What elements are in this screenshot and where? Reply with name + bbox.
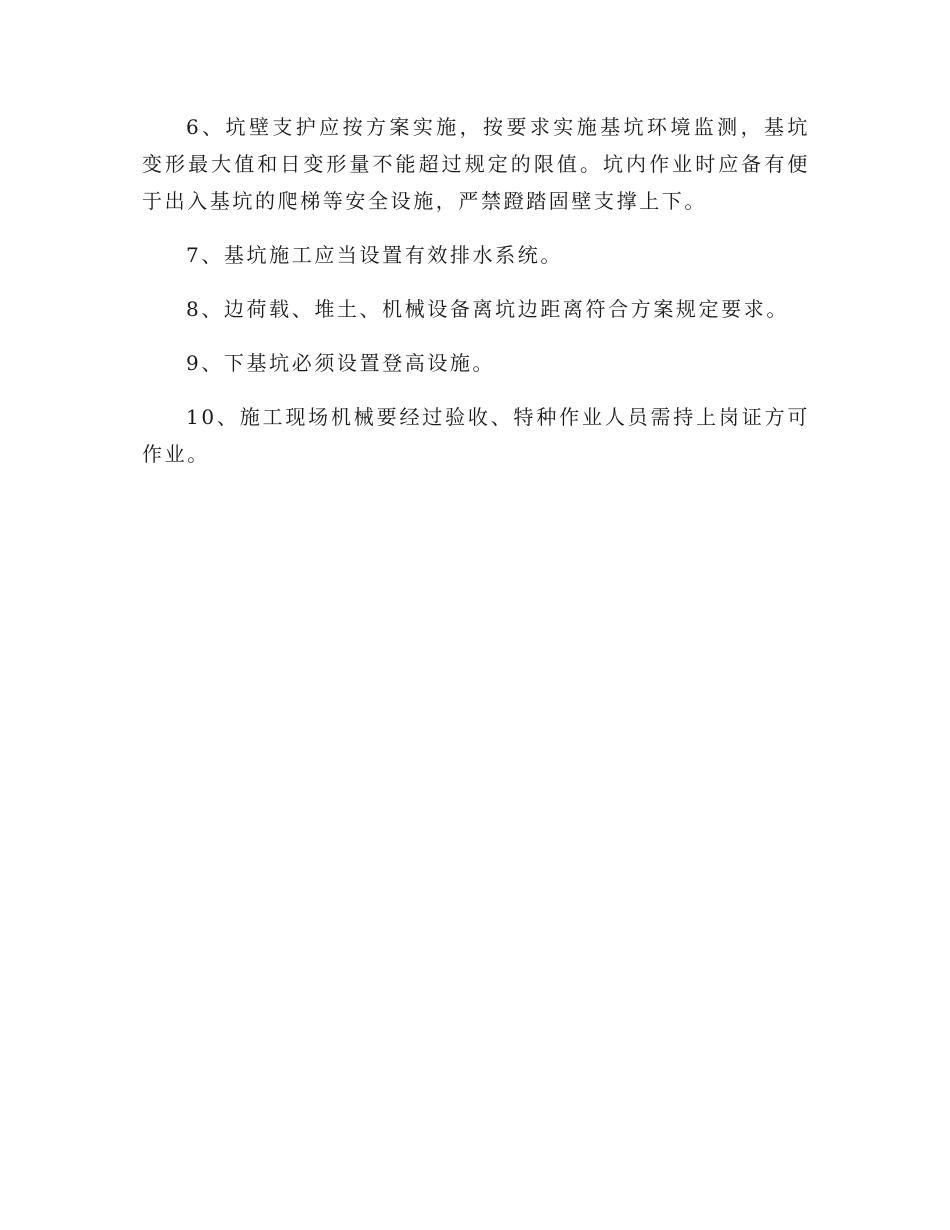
paragraph-item-6: 6、坑壁支护应按方案实施，按要求实施基坑环境监测，基坑变形最大值和日变形量不能超过规定的限值。坑内作业时应备有便于出入基坑的爬梯等安全设施，严禁蹬踏固壁支撑上下。 xyxy=(142,115,810,213)
document-body xyxy=(142,109,810,473)
paragraph-item-7: 7、基坑施工应当设置有效排水系统。 xyxy=(186,243,563,267)
paragraph-item-9: 9、下基坑必须设置登高设施。 xyxy=(186,351,496,375)
paragraph-item-8: 8、边荷载、堆土、机械设备离坑边距离符合方案规定要求。 xyxy=(186,297,789,321)
paragraph-item-10: 10、施工现场机械要经过验收、特种作业人员需持上岗证方可作业。 xyxy=(142,405,810,466)
